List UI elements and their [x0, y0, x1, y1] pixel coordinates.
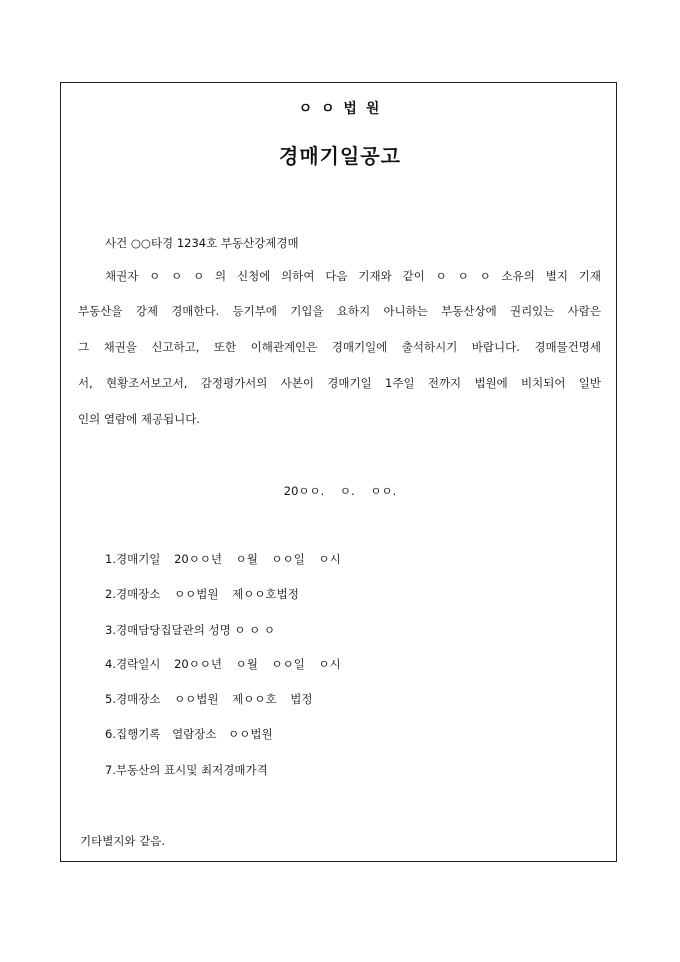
list-item: 2.경매장소 ㅇㅇ법원 제ㅇㅇ호법정 — [105, 587, 299, 601]
case-line: 사건 ○○타경 1234호 부동산강제경매 — [105, 236, 299, 250]
list-item: 1.경매기일 20ㅇㅇ년 ㅇ월 ㅇㅇ일 ㅇ시 — [105, 552, 341, 566]
body-line: 채권자 ㅇ ㅇ ㅇ 의 신청에 의하여 다음 기재와 같이 ㅇ ㅇ ㅇ 소유의 별지 기재 — [105, 269, 601, 283]
footer-note: 기타별지와 같음. — [80, 834, 166, 848]
body-line: 부동산을 강제 경매한다. 등기부에 기입을 요하지 아니하는 부동산상에 권리있는 사람은 — [78, 304, 601, 318]
body-line: 인의 열람에 제공됩니다. — [78, 412, 201, 426]
body-line: 그 채권을 신고하고, 또한 이해관계인은 경매기일에 출석하시기 바랍니다. 경매물건명세 — [78, 340, 601, 354]
list-item: 3.경매담당집달관의 성명 ㅇ ㅇ ㅇ — [105, 623, 276, 637]
list-item: 7.부동산의 표시및 최저경매가격 — [105, 763, 268, 777]
court-name: ㅇ ㅇ 법 원 — [298, 101, 382, 117]
list-item: 5.경매장소 ㅇㅇ법원 제ㅇㅇ호 법정 — [105, 692, 313, 706]
list-item: 6.집행기록 열람장소 ㅇㅇ법원 — [105, 727, 273, 741]
body-line: 서, 현황조서보고서, 감정평가서의 사본이 경매기일 1주일 전까지 법원에 비치되어 일반 — [78, 376, 601, 390]
list-item: 4.경락일시 20ㅇㅇ년 ㅇ월 ㅇㅇ일 ㅇ시 — [105, 657, 341, 671]
notice-date: 20ㅇㅇ. ㅇ. ㅇㅇ. — [283, 484, 397, 498]
notice-title: 경매기일공고 — [279, 144, 401, 168]
document-border — [60, 82, 617, 862]
